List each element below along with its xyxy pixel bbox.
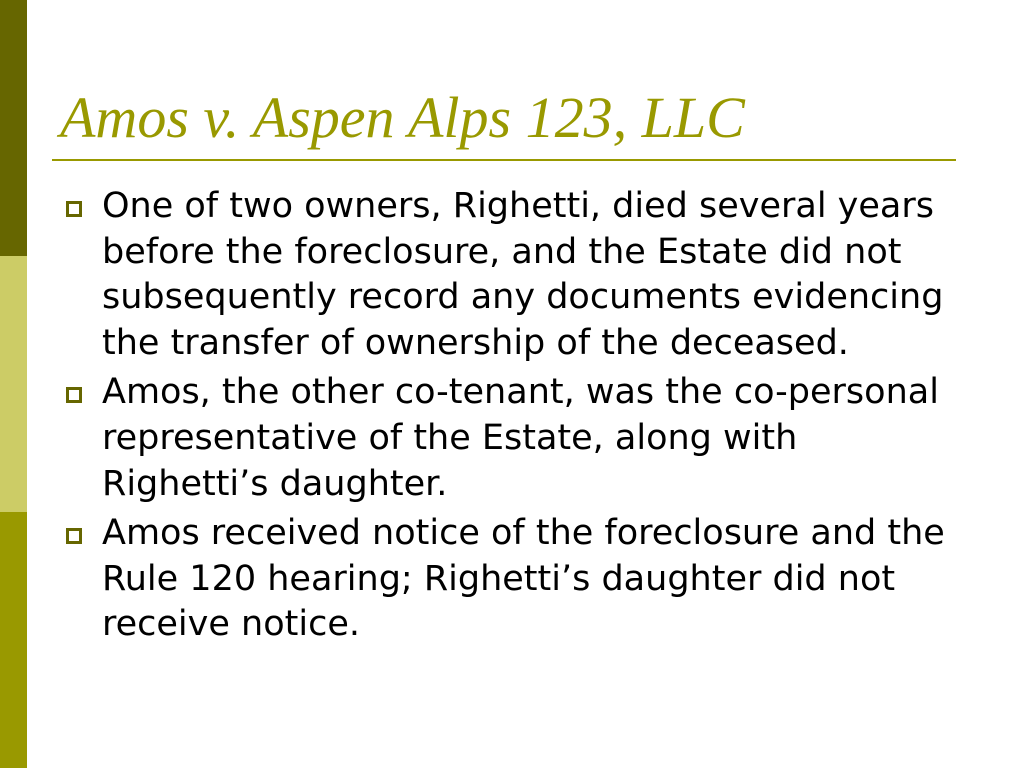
side-bar-segment-middle xyxy=(0,256,27,512)
bullet-text: Amos, the other co-tenant, was the co-personal representative of the Estate, along with Righetti’s daughter. xyxy=(102,372,939,504)
slide-title: Amos v. Aspen Alps 123, LLC xyxy=(60,85,745,150)
hollow-square-bullet-icon xyxy=(66,387,82,403)
hollow-square-bullet-icon xyxy=(66,201,82,217)
bullet-item xyxy=(66,370,946,507)
bullet-text: One of two owners, Righetti, died several years before the foreclosure, and the Estate did not subsequently record any documents evidencing the transfer of ownership of the deceased. xyxy=(102,186,944,363)
side-bar-segment-bottom xyxy=(0,512,27,768)
bullet-item xyxy=(66,511,946,648)
title-underline-rule xyxy=(52,159,956,161)
decorative-side-bar xyxy=(0,0,27,768)
bullet-text: Amos received notice of the foreclosure and the Rule 120 hearing; Righetti’s daughter did not receive notice. xyxy=(102,513,945,645)
bullet-list xyxy=(66,184,946,652)
hollow-square-bullet-icon xyxy=(66,528,82,544)
bullet-item xyxy=(66,184,946,366)
side-bar-segment-top xyxy=(0,0,27,256)
